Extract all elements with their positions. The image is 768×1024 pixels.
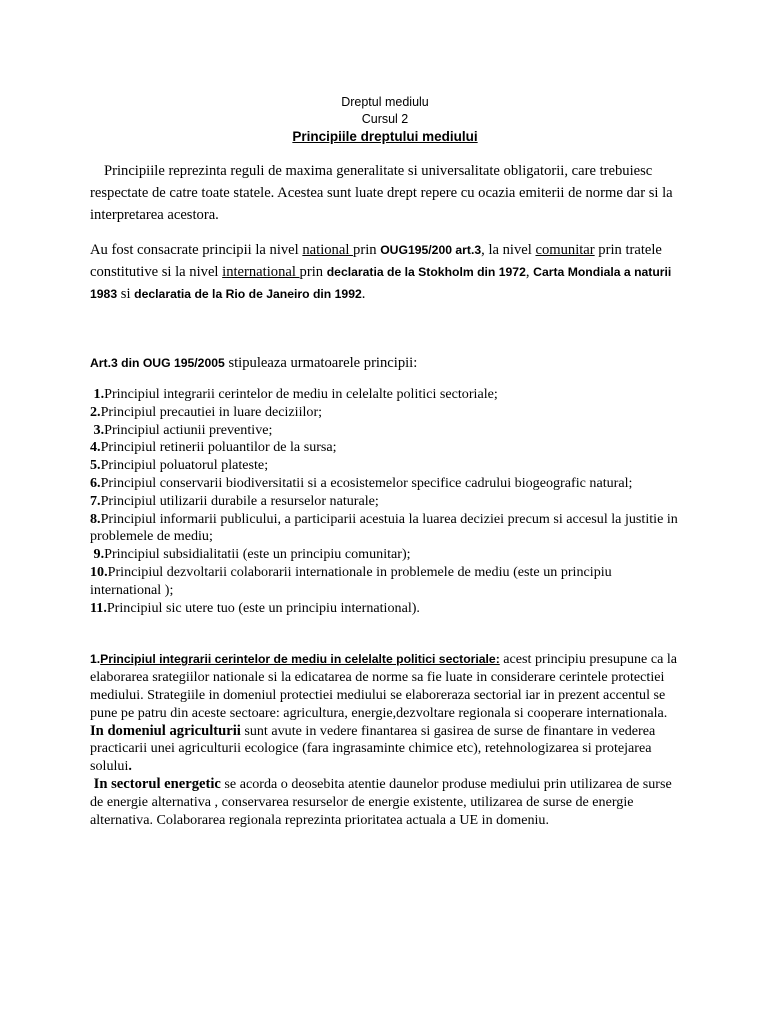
agriculture-end: .	[128, 758, 132, 775]
page-title: Principiile dreptului mediului	[292, 129, 478, 144]
list-item-number: 11.	[90, 599, 107, 616]
list-item	[90, 564, 680, 600]
text-segment: prin	[299, 264, 327, 280]
list-item-number: 2.	[90, 403, 101, 420]
list-item-text: Principiul poluatorul plateste;	[100, 457, 269, 474]
list-item-number: 4.	[90, 439, 101, 456]
national-term: national	[302, 242, 354, 258]
section-heading: Principiul integrarii cerintelor de mediu in celelalte politici sectoriale:	[100, 652, 500, 667]
list-item-text: Principiul actiunii preventive;	[104, 421, 273, 438]
oug-reference: OUG195/200 art.3	[380, 243, 482, 257]
course-subject: Dreptul mediulu	[341, 95, 429, 109]
list-item	[90, 422, 680, 440]
section-paragraph	[90, 651, 680, 722]
list-item-text: Principiul informarii publicului, a participarii acestuia la luarea deciziei precum si accesul la justitie in problemele de mediu;	[90, 510, 678, 545]
consacrate-paragraph	[90, 239, 680, 305]
article-reference: Art.3 din OUG 195/2005	[90, 356, 225, 370]
list-item-number: 1.	[93, 386, 105, 402]
list-item-number: 5.	[90, 457, 101, 474]
agriculture-label: In domeniul agriculturii	[90, 722, 241, 739]
text-segment: , la nivel	[481, 242, 536, 258]
list-item	[90, 546, 680, 564]
list-item-text: Principiul dezvoltarii colaborarii internationale in problemele de mediu (este un principiu international );	[90, 563, 612, 598]
list-item	[90, 600, 680, 618]
energy-text: se acorda o deosebita atentie daunelor produse mediului prin utilizarea de surse de energie alternativa , conservarea resurselor de energie existente, utilizarea de surse de energie alternativa. Colaborarea regionala reprezinta prioritatea actuala a UE in domeniu.	[90, 775, 672, 828]
list-item-number: 3.	[93, 421, 105, 438]
stockholm-declaration: declaratia de la Stokholm din 1972	[326, 265, 526, 279]
list-item-text: Principiul subsidialitatii (este un principiu comunitar);	[104, 546, 411, 563]
section-integration	[90, 651, 680, 829]
text-segment: Au fost consacrate principii la nivel	[90, 242, 303, 258]
section-number: 1.	[90, 652, 101, 667]
intro-paragraph: Principiile reprezinta reguli de maxima generalitate si universalitate obligatorii, care trebuiesc respectate de catre toate statele. Acestea sunt luate drept repere cu ocazia emiterii de norme dar si la interpretarea acestora.	[90, 163, 673, 223]
list-item	[90, 457, 680, 475]
energy-paragraph	[90, 776, 680, 829]
text-segment: ,	[525, 264, 534, 280]
agriculture-text: sunt avute in vedere finantarea si gasirea de surse de finantare in vederea practicarii unei agriculturii ecologice (fara ingrasaminte chimice etc), retehnologizarea si protejarea solului	[90, 722, 656, 775]
list-item	[90, 404, 680, 422]
list-item	[90, 439, 680, 457]
list-item-text: Principiul integrarii cerintelor de mediu in celelalte politici sectoriale;	[104, 386, 498, 402]
article-intro	[90, 352, 680, 374]
list-item-number: 6.	[90, 474, 101, 491]
list-item	[90, 493, 680, 511]
list-item-number: 8.	[90, 510, 101, 527]
section-text: acest principiu presupune ca la elaborarea srategiilor nationale si la edicatarea de norme sa fie luate in considerare cerintele protectiei mediului. Strategiile in domeniul protectiei mediului se elaboreraza sectorial iar in prezent accentul se pune pe patru din aceste sectoare: agricultura, energie,dezvoltare regionala si cooperare internationala.	[90, 651, 678, 721]
list-item	[90, 511, 680, 547]
text-segment: si	[117, 286, 135, 302]
list-item	[90, 386, 680, 404]
list-item-number: 7.	[90, 492, 101, 509]
list-item-text: Principiul conservarii biodiversitatii si a ecosistemelor specifice cadrului biogeografic natural;	[100, 474, 633, 491]
document-page	[90, 94, 680, 829]
international-term: international	[222, 264, 300, 280]
list-item-text: Principiul sic utere tuo (este un principiu international).	[106, 599, 420, 616]
energy-label: In sectorul energetic	[90, 775, 221, 792]
text-segment: prin tratele constitutive si la nivel	[90, 242, 662, 280]
text-segment: prin	[353, 242, 381, 258]
list-item-text: Principiul utilizarii durabile a resurselor naturale;	[100, 492, 379, 509]
list-item	[90, 475, 680, 493]
world-charter: Carta Mondiala a naturii 1983	[90, 265, 672, 301]
article-text: stipuleaza urmatoarele principii:	[224, 355, 418, 371]
list-item-text: Principiul retinerii poluantilor de la sursa;	[100, 439, 337, 456]
comunitar-term: comunitar	[535, 242, 595, 258]
rio-declaration: declaratia de la Rio de Janeiro din 1992	[134, 287, 362, 301]
course-number: Cursul 2	[361, 112, 409, 126]
text-segment: .	[361, 286, 366, 302]
list-item-number: 10.	[90, 563, 108, 580]
agriculture-paragraph	[90, 723, 680, 776]
principles-list	[90, 386, 680, 617]
list-item-number: 9.	[93, 546, 105, 563]
list-item-text: Principiul precautiei in luare deciziilor;	[100, 403, 323, 420]
